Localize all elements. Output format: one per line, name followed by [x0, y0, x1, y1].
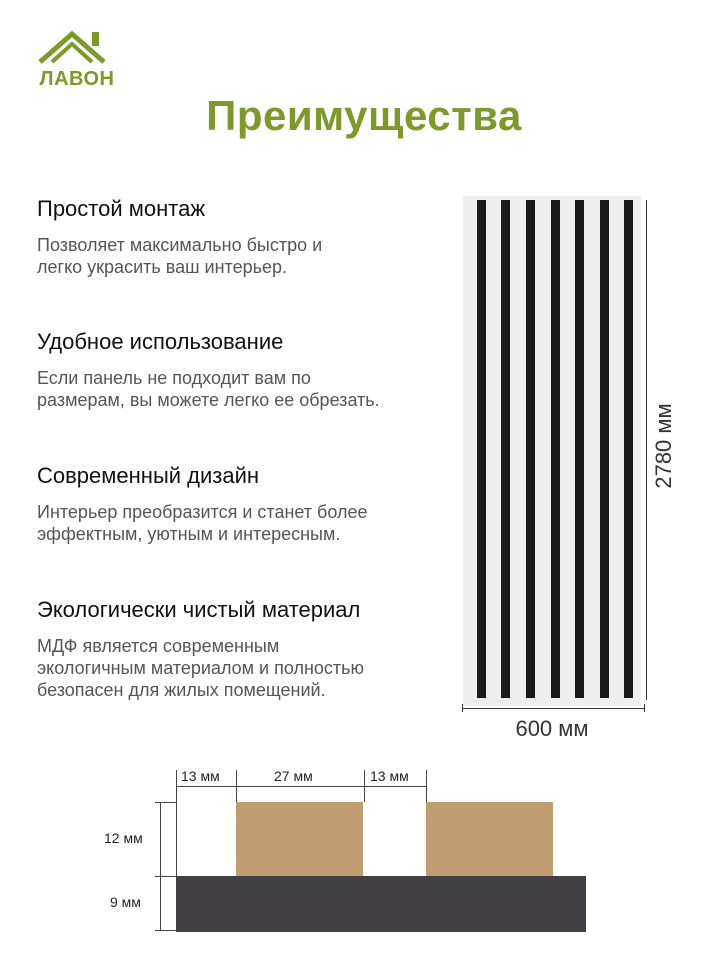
panel-slat — [600, 200, 609, 698]
brand-logo — [34, 26, 120, 94]
profile-slat — [236, 802, 363, 876]
profile-base — [176, 876, 586, 932]
panel-slat — [526, 200, 535, 698]
height-dimension-label: 2780 мм — [651, 403, 676, 489]
feature-title: Удобное использование — [37, 329, 284, 354]
feature-desc: Если панель не подходит вам по размерам, вы можете легко ее обрезать. — [37, 368, 380, 410]
width-dimension-label: 600 мм — [515, 716, 589, 741]
dimension-guide — [155, 802, 177, 803]
logo-text: ЛАВОН — [39, 68, 115, 90]
dimension-guide — [155, 876, 177, 877]
feature-title: Современный дизайн — [37, 463, 260, 488]
panel-slat — [551, 200, 560, 698]
profile-diagram — [0, 760, 728, 970]
slat-height-label: 12 мм — [104, 830, 143, 846]
height-dimension-line — [646, 200, 647, 700]
page-title: Преимущества — [206, 92, 522, 139]
dimension-guide — [426, 770, 427, 802]
slat-width-label: 27 мм — [274, 768, 313, 784]
house-roof-icon — [34, 26, 120, 72]
width-dimension-tick — [644, 704, 645, 712]
feature-convenient-use — [37, 329, 467, 411]
feature-title: Экологически чистый материал — [37, 597, 361, 622]
panel-slat — [624, 200, 633, 698]
left-dimension-line — [160, 802, 161, 930]
feature-easy-install — [37, 196, 467, 278]
panel-slat — [501, 200, 510, 698]
feature-desc: МДФ является современным экологичным материалом и полностью безопасен для жилых помещений. — [37, 636, 365, 700]
feature-eco-material — [37, 597, 467, 701]
top-dimension-line — [176, 786, 426, 787]
panel-slat — [575, 200, 584, 698]
width-dimension-line — [462, 708, 644, 709]
dimension-guide — [155, 930, 177, 931]
feature-desc: Позволяет максимально быстро и легко украсить ваш интерьер. — [37, 235, 323, 277]
gap-left-label: 13 мм — [181, 768, 220, 784]
dimension-guide — [364, 770, 365, 802]
panel-slat — [477, 200, 486, 698]
profile-slat — [426, 802, 553, 876]
dimension-guide — [176, 770, 177, 878]
feature-desc: Интерьер преобразится и станет более эффектным, уютным и интересным. — [37, 502, 368, 544]
base-height-label: 9 мм — [110, 894, 141, 910]
panel-illustration — [460, 196, 680, 756]
gap-right-label: 13 мм — [370, 768, 409, 784]
dimension-guide — [236, 770, 237, 802]
feature-title: Простой монтаж — [37, 196, 206, 221]
feature-modern-design — [37, 463, 467, 545]
